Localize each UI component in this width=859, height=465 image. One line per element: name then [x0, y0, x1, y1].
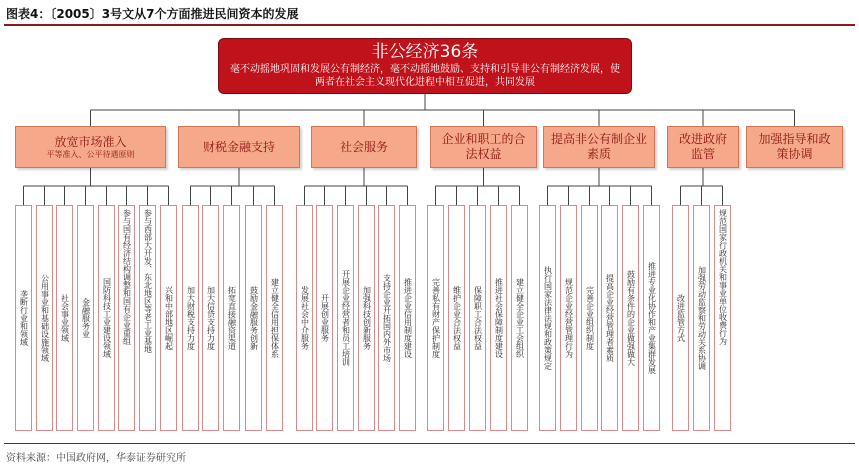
measure-item: [622, 205, 639, 431]
category-sublabel: 平等准入、公平待遇原则: [46, 150, 135, 159]
category-label: 放宽市场准入: [54, 135, 127, 149]
measure-item: [378, 205, 395, 431]
measure-item-text: 规范企业经营管理行为: [564, 278, 574, 358]
category-box: [667, 126, 739, 168]
measure-item: [56, 205, 73, 431]
measure-item-text: 垄断行业和领域: [19, 290, 29, 346]
root-description: 毫不动摇地巩固和发展公有制经济，毫不动摇地鼓励、支持和引导非公有制经济发展，使两者在社会主义现代化进程中相互促进，共同发展: [230, 64, 620, 88]
measure-item-text: 加强科技创新服务: [362, 286, 372, 350]
measure-item: [160, 205, 177, 431]
measure-item-text: 发展社会中介服务: [300, 286, 310, 350]
measure-item: [182, 205, 199, 431]
measure-item: [560, 205, 577, 431]
source-note: 资料来源：中国政府网，华泰证券研究所: [6, 453, 186, 464]
measure-item: [266, 205, 283, 431]
measure-item: [98, 205, 115, 431]
measure-item-text: 社会事业领域: [60, 294, 70, 342]
measure-item-text: 建立健全信用担保体系: [270, 278, 280, 358]
measure-item-text: 改进监管方式: [676, 294, 686, 342]
measure-item-text: 国防科技工业建设领域: [102, 278, 112, 358]
measure-item-text: 参与西部大开发、东北地区等老工业基地: [143, 209, 153, 353]
measure-item: [296, 205, 313, 431]
measure-item: [139, 205, 156, 431]
measure-item: [427, 205, 444, 431]
measure-item-text: 加大信贷支持力度: [206, 286, 216, 350]
measure-item: [337, 205, 354, 431]
measure-item-text: 开展创业服务: [320, 294, 330, 342]
measure-item-text: 支持企业开拓国内外市场: [382, 274, 392, 362]
category-label: 提高非公有制企业素质: [550, 132, 647, 161]
measure-item: [511, 205, 528, 431]
root-node: [218, 38, 632, 94]
category-label: 改进政府监管: [678, 132, 727, 161]
category-box: [746, 126, 843, 168]
measure-item: [469, 205, 486, 431]
root-title: 非公经济36条: [371, 42, 479, 62]
bottom-rule: [4, 443, 855, 444]
measure-item-text: 完善私有财产保护制度: [431, 278, 441, 358]
measure-item: [581, 205, 598, 431]
figure-title: 图表4：〔2005〕3号文从7个方面推进民间资本的发展: [6, 7, 299, 21]
measure-item: [539, 205, 556, 431]
category-box: [311, 126, 417, 168]
measure-item-text: 公用事业和基础设施领域: [40, 274, 50, 362]
measure-item-text: 执行国家法律法规和政策规定: [543, 266, 553, 370]
measure-item-text: 推进社会保障制度建设: [494, 278, 504, 358]
measure-item-text: 完善企业组织制度: [585, 286, 595, 350]
measure-item-text: 加强劳动监察和劳动关系协调: [697, 266, 707, 370]
measure-item: [358, 205, 375, 431]
category-box: [543, 126, 655, 168]
measure-item-text: 拓宽直接融资渠道: [227, 286, 237, 350]
measure-item: [36, 205, 53, 431]
measure-item: [490, 205, 507, 431]
measure-item: [223, 205, 240, 431]
measure-item-text: 加大财税支持力度: [186, 286, 196, 350]
measure-item-text: 建立健全企业工会组织: [515, 278, 525, 358]
measure-item-text: 保障职工合法权益: [473, 286, 483, 350]
measure-item: [601, 205, 618, 431]
measure-item-text: 金融服务业: [81, 298, 91, 338]
measure-item: [448, 205, 465, 431]
measure-item-text: 参与国有经济结构调整和国有企业重组: [122, 209, 132, 345]
measure-item-text: 推进企业信用制度建设: [403, 278, 413, 358]
measure-item: [693, 205, 710, 431]
measure-item-text: 开展企业经营者和员工培训: [341, 270, 351, 366]
measure-item-text: 维护企业合法权益: [452, 286, 462, 350]
measure-item: [118, 205, 135, 431]
category-label: 企业和职工的合法权益: [441, 132, 526, 161]
measure-item: [77, 205, 94, 431]
category-box: [430, 126, 537, 168]
measure-item: [643, 205, 660, 431]
measure-item: [714, 205, 731, 431]
measure-item: [316, 205, 333, 431]
category-label: 加强指导和政策协调: [758, 132, 831, 161]
measure-item-text: 提高企业经营管理者素质: [605, 274, 615, 362]
measure-item-text: 兴和中部地区崛起: [164, 286, 174, 350]
measure-item-text: 推进专业化协作和产业集群发展: [647, 262, 657, 374]
measure-item: [202, 205, 219, 431]
measure-item-text: 鼓励有条件的企业做强做大: [626, 270, 636, 366]
category-box: [15, 126, 166, 168]
measure-item: [245, 205, 262, 431]
category-label: 财税金融支持: [202, 139, 275, 154]
category-box: [178, 126, 300, 168]
category-label: 社会服务: [339, 139, 388, 154]
measure-item: [672, 205, 689, 431]
measure-item-text: 鼓励金融服务创新: [249, 286, 259, 350]
measure-item-text: 规范国家行政机关和事业单位收费行为: [718, 209, 728, 345]
measure-item: [15, 205, 32, 431]
measure-item: [399, 205, 416, 431]
